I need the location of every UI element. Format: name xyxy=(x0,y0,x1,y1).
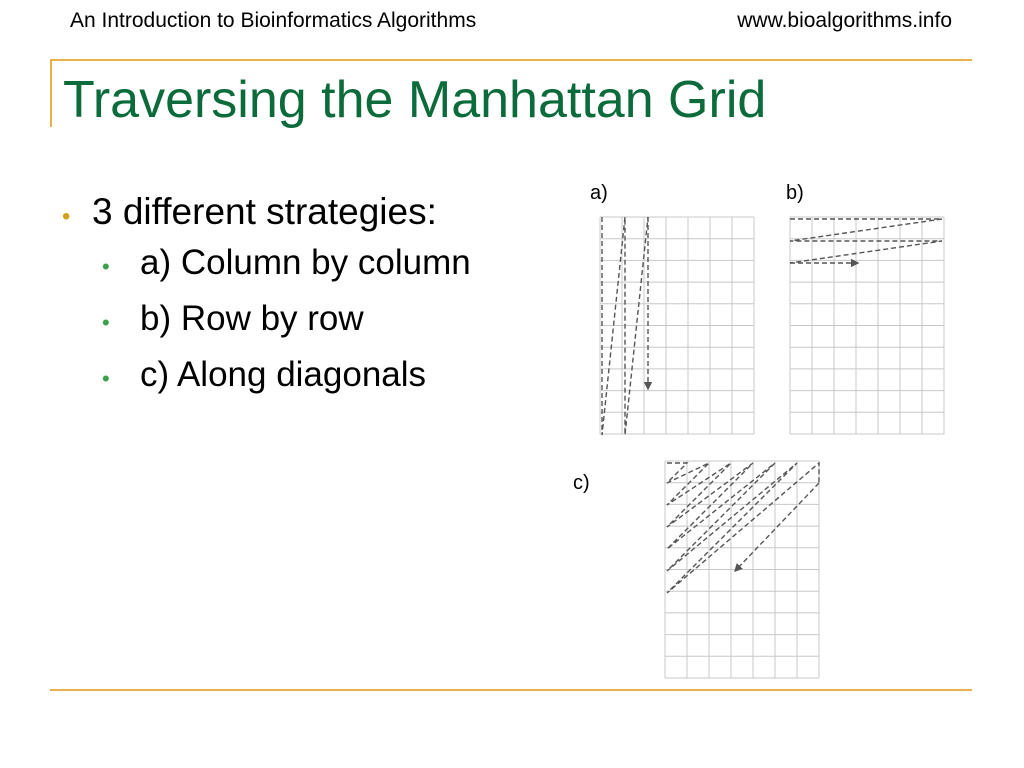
figure-label-c: c) xyxy=(573,472,590,494)
bullet-level2 xyxy=(100,242,560,284)
left-accent-line xyxy=(50,59,52,127)
bullet-text: a) Column by column xyxy=(140,243,471,283)
bullet-level2 xyxy=(100,298,560,340)
grid-diagonal-traversal xyxy=(665,461,820,679)
bullet-level1 xyxy=(60,190,560,234)
figure-label-a: a) xyxy=(590,182,608,204)
bottom-divider xyxy=(50,689,972,691)
header-course-title: An Introduction to Bioinformatics Algorithms xyxy=(70,9,477,32)
bullet-marker: • xyxy=(102,254,110,280)
bullet-marker: • xyxy=(62,203,71,230)
bullet-marker: • xyxy=(102,310,110,336)
figure-label-b: b) xyxy=(786,182,804,204)
grid-row-traversal xyxy=(790,217,945,435)
bullet-text: b) Row by row xyxy=(140,299,364,339)
bullet-text: c) Along diagonals xyxy=(140,355,427,395)
bullet-level2 xyxy=(100,354,560,396)
slide-title: Traversing the Manhattan Grid xyxy=(63,71,767,129)
bullet-marker: • xyxy=(102,366,110,392)
header-website: www.bioalgorithms.info xyxy=(737,9,952,32)
bullet-list xyxy=(60,190,560,410)
top-divider xyxy=(50,59,972,61)
bullet-text: 3 different strategies: xyxy=(92,191,437,232)
row-path xyxy=(790,219,942,263)
grid-column-traversal xyxy=(600,217,755,435)
